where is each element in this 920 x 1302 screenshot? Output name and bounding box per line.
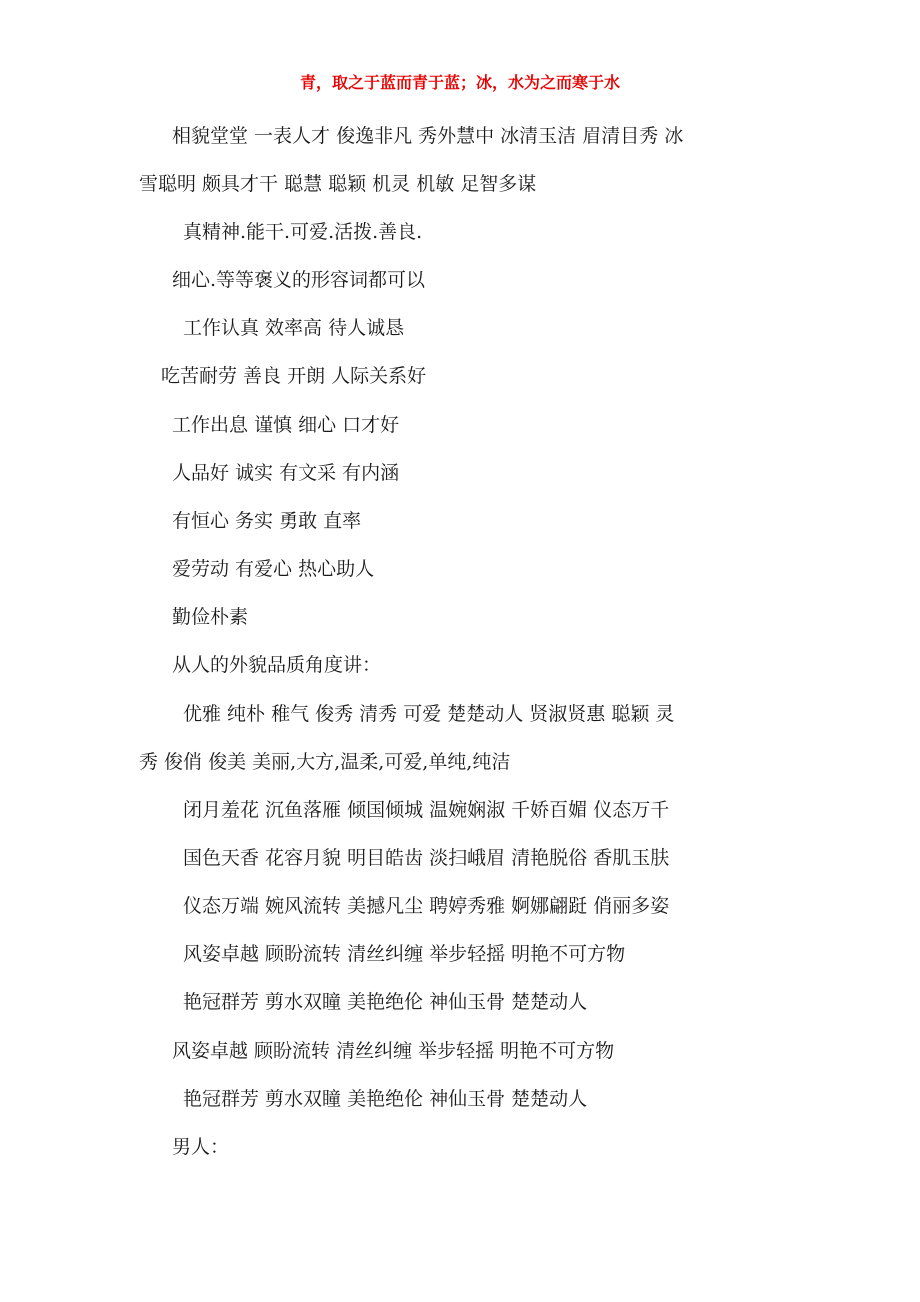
- text-line: 人品好 诚实 有文采 有内涵: [172, 462, 400, 484]
- text-line: 有恒心 务实 勇敢 直率: [172, 510, 362, 532]
- text-line: 艳冠群芳 剪水双瞳 美艳绝伦 神仙玉骨 楚楚动人: [183, 1088, 588, 1110]
- text-line: 风姿卓越 顾盼流转 清丝纠缠 举步轻摇 明艳不可方物: [172, 1040, 615, 1062]
- text-line: 仪态万端 婉风流转 美撼凡尘 聘婷秀雅 婀娜翩跹 俏丽多姿: [183, 895, 670, 917]
- text-line: 细心.等等褒义的形容词都可以: [172, 269, 426, 291]
- text-line: 工作认真 效率高 待人诚恳: [183, 317, 405, 339]
- text-line: 秀 俊俏 俊美 美丽,大方,温柔,可爱,单纯,纯洁: [139, 751, 511, 773]
- text-line: 吃苦耐劳 善良 开朗 人际关系好: [161, 365, 427, 387]
- page-header: 青，取之于蓝而青于蓝；冰，水为之而寒于水: [299, 73, 620, 92]
- text-line: 男人：: [172, 1136, 230, 1158]
- text-line: 从人的外貌品质角度讲：: [172, 654, 382, 676]
- text-line: 爱劳动 有爱心 热心助人: [172, 558, 375, 580]
- text-line: 真精神.能干.可爱.活拨.善良.: [183, 221, 423, 243]
- text-line: 雪聪明 颇具才干 聪慧 聪颖 机灵 机敏 足智多谋: [139, 173, 537, 195]
- text-line: 优雅 纯朴 稚气 俊秀 清秀 可爱 楚楚动人 贤淑贤惠 聪颖 灵: [183, 703, 675, 725]
- text-line: 风姿卓越 顾盼流转 清丝纠缠 举步轻摇 明艳不可方物: [183, 943, 626, 965]
- text-line: 艳冠群芳 剪水双瞳 美艳绝伦 神仙玉骨 楚楚动人: [183, 991, 588, 1013]
- text-line: 相貌堂堂 一表人才 俊逸非凡 秀外慧中 冰清玉洁 眉清目秀 冰: [172, 125, 684, 147]
- text-line: 国色天香 花容月貌 明目皓齿 淡扫峨眉 清艳脱俗 香肌玉肤: [183, 847, 670, 869]
- text-line: 勤俭朴素: [172, 606, 249, 628]
- text-line: 闭月羞花 沉鱼落雁 倾国倾城 温婉娴淑 千娇百媚 仪态万千: [183, 799, 670, 821]
- text-line: 工作出息 谨慎 细心 口才好: [172, 414, 400, 436]
